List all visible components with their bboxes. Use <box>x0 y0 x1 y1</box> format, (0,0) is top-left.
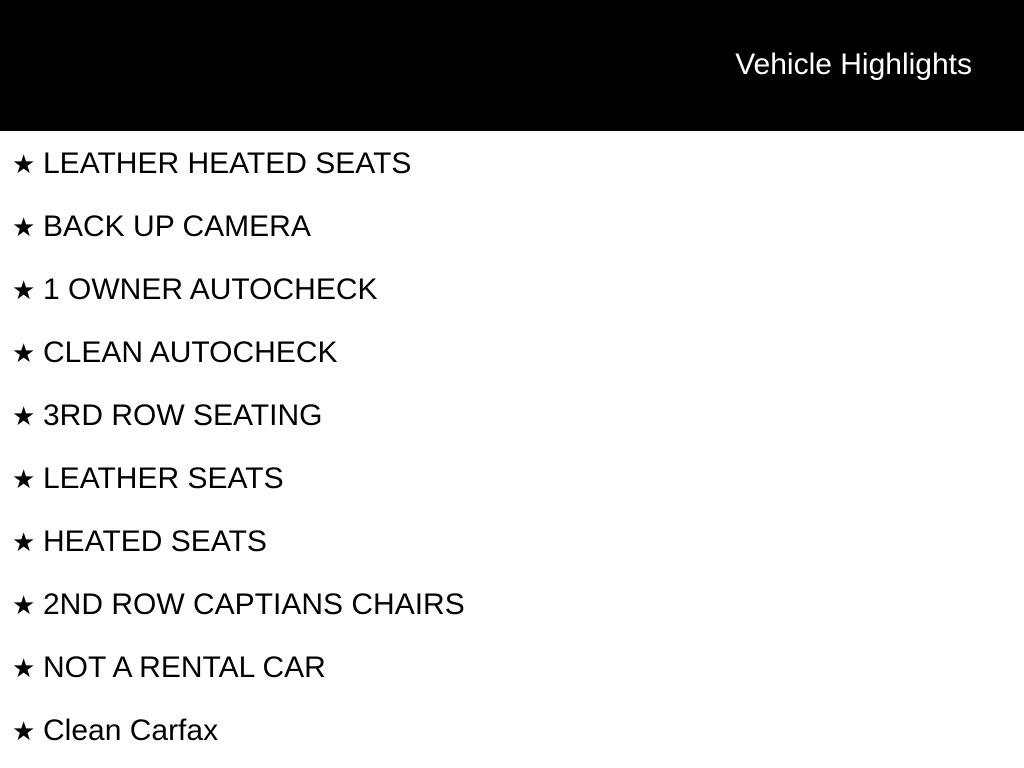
list-item-label: LEATHER HEATED SEATS <box>43 147 412 181</box>
star-icon: ★ <box>12 590 36 621</box>
list-item-label: LEATHER SEATS <box>43 462 284 496</box>
star-icon: ★ <box>12 338 36 369</box>
list-item <box>0 322 1024 385</box>
highlights-list <box>0 131 1024 763</box>
list-item-label: 1 OWNER AUTOCHECK <box>43 273 378 307</box>
list-item <box>0 637 1024 700</box>
list-item-label: 2ND ROW CAPTIANS CHAIRS <box>43 588 465 622</box>
list-item <box>0 385 1024 448</box>
star-icon: ★ <box>12 527 36 558</box>
star-icon: ★ <box>12 653 36 684</box>
star-icon: ★ <box>12 212 36 243</box>
list-item <box>0 574 1024 637</box>
list-item <box>0 511 1024 574</box>
star-icon: ★ <box>12 149 36 180</box>
star-icon: ★ <box>12 401 36 432</box>
page-title: Vehicle Highlights <box>735 48 972 82</box>
star-icon: ★ <box>12 275 36 306</box>
list-item <box>0 196 1024 259</box>
star-icon: ★ <box>12 464 36 495</box>
list-item <box>0 259 1024 322</box>
list-item-label: CLEAN AUTOCHECK <box>43 336 338 370</box>
list-item-label: 3RD ROW SEATING <box>43 399 323 433</box>
list-item <box>0 700 1024 763</box>
list-item-label: BACK UP CAMERA <box>43 210 311 244</box>
list-item <box>0 133 1024 196</box>
header-bar <box>0 0 1024 131</box>
star-icon: ★ <box>12 716 36 747</box>
list-item-label: Clean Carfax <box>43 714 219 748</box>
list-item <box>0 448 1024 511</box>
list-item-label: HEATED SEATS <box>43 525 267 559</box>
list-item-label: NOT A RENTAL CAR <box>43 651 326 685</box>
